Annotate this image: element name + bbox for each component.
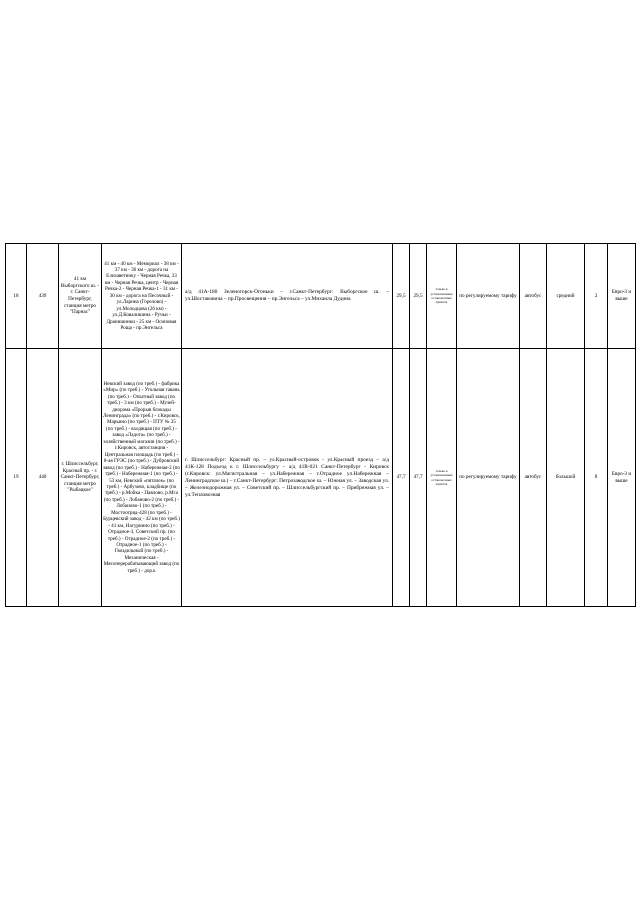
route-path: а/д 41А-180 Зеленогорск-Огоньки – г.Санкт-Петербург: Выборгское ш. – ул.Шостаковича – пр.Просвещения – пр.Энгельса – ул.Михаила Дудина [182,244,393,349]
vehicle-type: автобус [520,349,547,607]
stops-list: 41 км - 40 км - Мемориал - 38 км - 37 км - 36 км - дорога на Елизаветинку - Черная Речка, 33 км - Черная Речка, центр - Черная Речка-2 - Черная Речка-1 - 31 км - 30 км - дорога на Песочный - ул.Ларина (Горелово) - ул.Молодцова (26 км) - ул.Д.Ковалишина - Ручьи - Дранишники - 25 км - Осиновая Роща - пр.Энгельса [102,244,182,349]
table-row [6,244,636,349]
length-forward: 47,7 [393,349,410,607]
stops-list: Невский завод (по треб.) - фабрика «Мир» (по треб.) - Угольная гавань (по треб.) - Опытный завод (по треб.) - 3 км (по треб.) - Музей-диорама «Прорыв блокады Ленинграда» (по треб.) - г.Кировск, Марьино (по треб.) - ПТУ № 25 (по треб.) - входящая (по треб.) - завод «Ладога» (по треб.) - хозяйственный магазин (по треб.) - г.Кировск, автостанция - Центральная площадь (по треб.) - 8-ая ГРЭС (по треб.) - Дубровский завод (по треб.) - Набережная-2 (по треб.) - Набережная-1 (по треб.) - 53 км, Невский «пятачок» (по треб.) - Арбузово, кладбище (по треб.) - р.Мойка - Павлово, р.Мга (по треб.) - Лобаново-2 (по треб.) - Лобаново-1 (по треб.) - Мостоотряд-428 (по треб.) - Бурцевский завод - 42 км (по треб.) - 41 км, Нагурнино (по треб.) - Отрадное-3, Советский пр. (по треб.) - Отрадное-2 (по треб.) - Отрадное-1 (по треб.) - Гвоздильный (по треб.) - Механическая - Мясоперерабатывающий завод (по треб.) - дор.к [102,349,182,607]
route-path: г. Шлиссельбург: Красный пр. – ул.Красный-островок - ул.Красный проезд – а/д 41К-128 Подъезд к г. Шлиссельбургу – а/д 41R-021 Санкт-Петербург - Кировск (г.Кировск: ул.Магистральная – ул.Набережная – г.Отрадное ул.Набережная – Ленинградское ш.) – г.Санкт-Петербург: Петрозаводское ш. – Южная ул. – Заводская ул. – Железнодорожная ул. – Советский пр. – Шлиссельбургский пр. – Прибрежная ул. – ул.Тепловозная [182,349,393,607]
vehicle-type: автобус [520,244,547,349]
vehicle-class: средний [547,244,585,349]
route-number: 439 [27,244,59,349]
row-number: 18 [6,244,27,349]
length-back: 47,7 [410,349,427,607]
row-number: 19 [6,349,27,607]
route-name: г. Шлиссельбург, Красный пр. - г. Санкт-Петербург, станция метро "Рыбацкое" [59,349,102,607]
stop-order: только в установленных остановочных пунктах [427,244,457,349]
length-back: 29,5 [410,244,427,349]
route-name: 41 км Выборгского ш. - г. Санкт-Петербург, станция метро "Парнас" [59,244,102,349]
tariff: по регулируемому тарифу [457,244,520,349]
length-forward: 29,5 [393,244,410,349]
vehicle-count: 2 [585,244,608,349]
stop-order: только в установленных остановочных пунктах [427,349,457,607]
eco-class: Евро-3 и выше [608,349,636,607]
route-number: 440 [27,349,59,607]
routes-table [5,243,636,607]
vehicle-count: 8 [585,349,608,607]
vehicle-class: большой [547,349,585,607]
tariff: по регулируемому тарифу [457,349,520,607]
table-row [6,349,636,607]
eco-class: Евро-3 и выше [608,244,636,349]
